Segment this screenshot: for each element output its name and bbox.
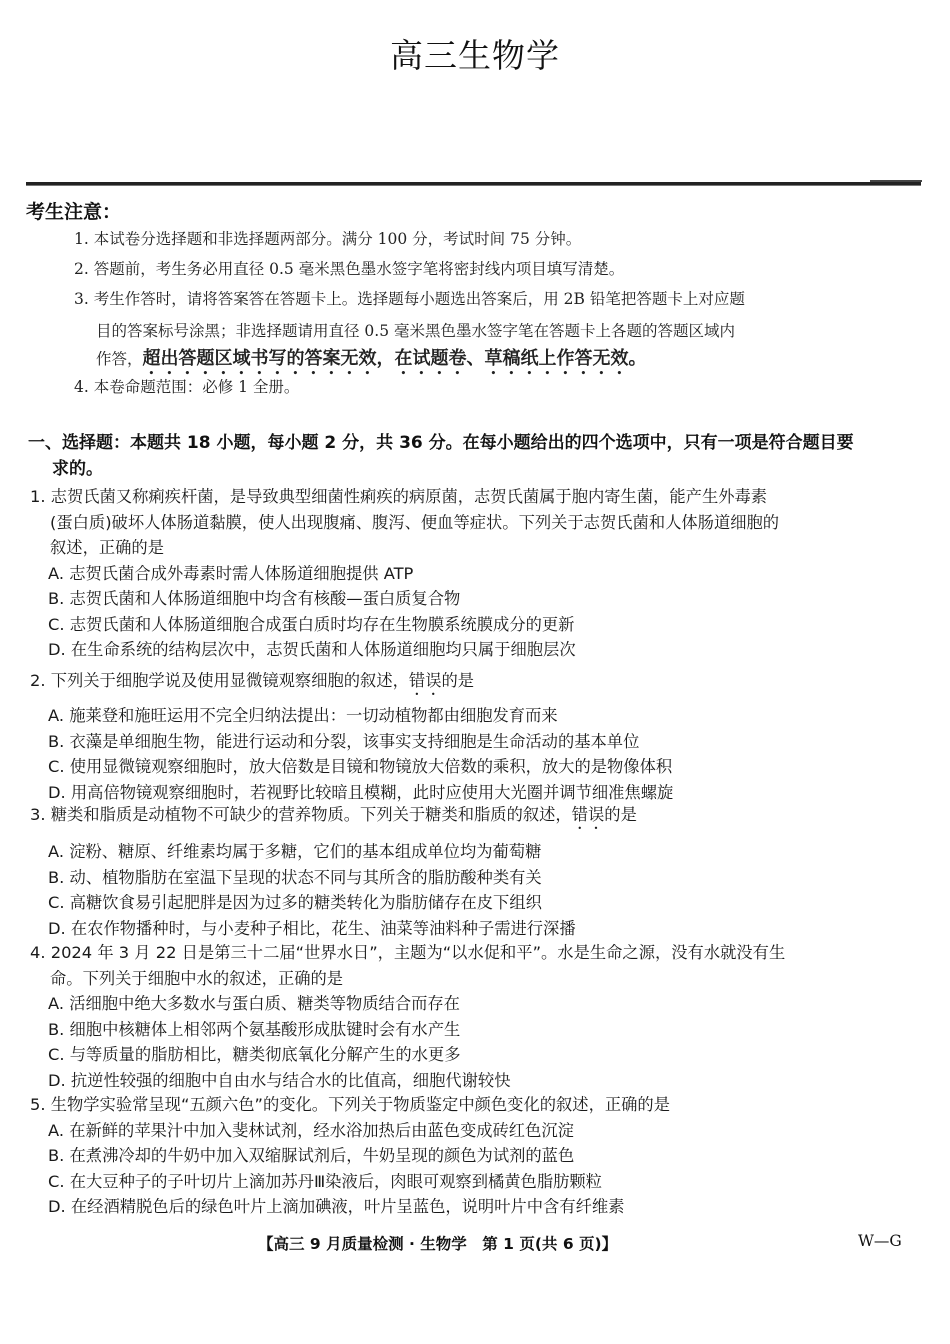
option-a: A. 施莱登和施旺运用不完全归纳法提出：一切动植物都由细胞发育而来 (48, 706, 558, 725)
option-c: C. 在大豆种子的子叶切片上滴加苏丹Ⅲ染液后，肉眼可观察到橘黄色脂肪颗粒 (48, 1171, 602, 1191)
option-c: C. 高糖饮食易引起肥胖是因为过多的糖类转化为脂肪储存在皮下组织 (48, 893, 542, 912)
option-d: D. 在生命系统的结构层次中，志贺氏菌和人体肠道细胞均只属于细胞层次 (48, 640, 576, 659)
notice-item-3-line3 (74, 348, 934, 379)
stem-suffix: 的是 (604, 805, 637, 824)
option-d: D. 在经酒精脱色后的绿色叶片上滴加碘液，叶片呈蓝色，说明叶片中含有纤维素 (48, 1197, 625, 1216)
section-heading (28, 430, 923, 482)
option-b: B. 衣藻是单细胞生物，能进行运动和分裂，该事实支持细胞是生命活动的基本单位 (48, 731, 640, 751)
stem-prefix: 2. 下列关于细胞学说及使用显微镜观察细胞的叙述， (30, 671, 409, 690)
option-c: C. 使用显微镜观察细胞时，放大倍数是目镜和物镜放大倍数的乘积，放大的是物像体积 (48, 757, 673, 776)
notice-item-3-line1: 3. 考生作答时，请将答案答在答题卡上。选择题每小题选出答案后，用 2B 铅笔把答题卡上对应题 (74, 290, 745, 308)
option-d: D. 用高倍物镜观察细胞时，若视野比较暗且模糊，此时应使用大光圈并调节细准焦螺旋 (48, 782, 674, 802)
option-c: C. 与等质量的脂肪相比，糖类彻底氧化分解产生的水更多 (48, 1045, 461, 1064)
stem-emphasis: 错误 (571, 805, 605, 824)
notice-item-3-line2: 目的答案标号涂黑；非选择题请用直径 0.5 毫米黑色墨水签字笔在答题卡上各题的答题区域内 (96, 322, 736, 340)
question-stem (30, 671, 474, 690)
question-stem-cont: 命。下列关于细胞中水的叙述，正确的是 (50, 968, 344, 988)
section-heading-line1: 一、选择题：本题共 18 小题，每小题 2 分，共 36 分。在每小题给出的四个选项中，只有一项是符合题目要 (28, 433, 854, 453)
option-a: A. 志贺氏菌合成外毒素时需人体肠道细胞提供 ATP (48, 563, 414, 583)
notice-item-4: 4. 本卷命题范围：必修 1 全册。 (74, 378, 300, 396)
question-2 (30, 668, 930, 805)
option-b: B. 志贺氏菌和人体肠道细胞中均含有核酸—蛋白质复合物 (48, 589, 461, 608)
question-4 (30, 940, 930, 1093)
option-a: A. 淀粉、糖原、纤维素均属于多糖，它们的基本组成单位均为葡萄糖 (48, 842, 542, 861)
option-b: B. 在煮沸冷却的牛奶中加入双缩脲试剂后，牛奶呈现的颜色为试剂的蓝色 (48, 1146, 575, 1165)
stem-prefix: 3. 糖类和脂质是动植物不可缺少的营养物质。下列关于糖类和脂质的叙述， (30, 805, 572, 824)
notice-item-3-prefix: 作答， (96, 350, 143, 368)
header-divider (26, 182, 921, 186)
option-c: C. 志贺氏菌和人体肠道细胞合成蛋白质时均存在生物膜系统膜成分的更新 (48, 614, 575, 634)
stem-emphasis: 错误 (408, 671, 442, 690)
option-b: B. 细胞中核糖体上相邻两个氨基酸形成肽键时会有水产生 (48, 1019, 461, 1039)
notice-emphasis: 超出答题区域书写的答案无效，在试题卷、草稿纸上作答无效。 (142, 348, 647, 369)
page-footer: 【高三 9 月质量检测 · 生物学 第 1 页(共 6 页)】 (258, 1235, 618, 1253)
question-1 (30, 484, 930, 663)
section-heading-line2: 求的。 (52, 459, 103, 479)
option-d: D. 在农作物播种时，与小麦种子相比，花生、油菜等油料种子需进行深播 (48, 918, 576, 938)
page-title: 高三生物学 (390, 36, 560, 75)
header-divider-tip (870, 180, 922, 182)
option-a: A. 在新鲜的苹果汁中加入斐林试剂，经水浴加热后由蓝色变成砖红色沉淀 (48, 1120, 574, 1140)
stem-suffix: 的是 (441, 671, 475, 690)
question-3 (30, 802, 930, 941)
notice-item-3 (74, 288, 934, 379)
notice-item-1: 1. 本试卷分选择题和非选择题两部分。满分 100 分，考试时间 75 分钟。 (74, 230, 582, 248)
option-b: B. 动、植物脂肪在室温下呈现的状态不同与其所含的脂肪酸种类有关 (48, 867, 542, 887)
option-a: A. 活细胞中绝大多数水与蛋白质、糖类等物质结合而存在 (48, 994, 460, 1013)
question-5 (30, 1092, 930, 1220)
question-stem: 4. 2024 年 3 月 22 日是第三十二届“世界水日”，主题为“以水促和平”。水是生命之源，没有水就没有生 (30, 943, 786, 962)
question-stem (30, 805, 637, 824)
notice-item-2: 2. 答题前，考生务必用直径 0.5 毫米黑色墨水签字笔将密封线内项目填写清楚。 (74, 260, 625, 278)
question-stem: 5. 生物学实验常呈现“五颜六色”的变化。下列关于物质鉴定中颜色变化的叙述，正确的是 (30, 1095, 670, 1114)
option-d: D. 抗逆性较强的细胞中自由水与结合水的比值高，细胞代谢较快 (48, 1070, 511, 1090)
question-stem: 1. 志贺氏菌又称痢疾杆菌，是导致典型细菌性痢疾的病原菌，志贺氏菌属于胞内寄生菌，能产生外毒素 (30, 487, 768, 506)
question-stem-cont: 叙述，正确的是 (50, 538, 164, 557)
notice-heading: 考生注意： (26, 201, 122, 223)
paper-code: W—G (858, 1232, 902, 1250)
question-stem-cont: (蛋白质)破坏人体肠道黏膜，使人出现腹痛、腹泻、便血等症状。下列关于志贺氏菌和人体肠道细胞的 (50, 512, 780, 532)
